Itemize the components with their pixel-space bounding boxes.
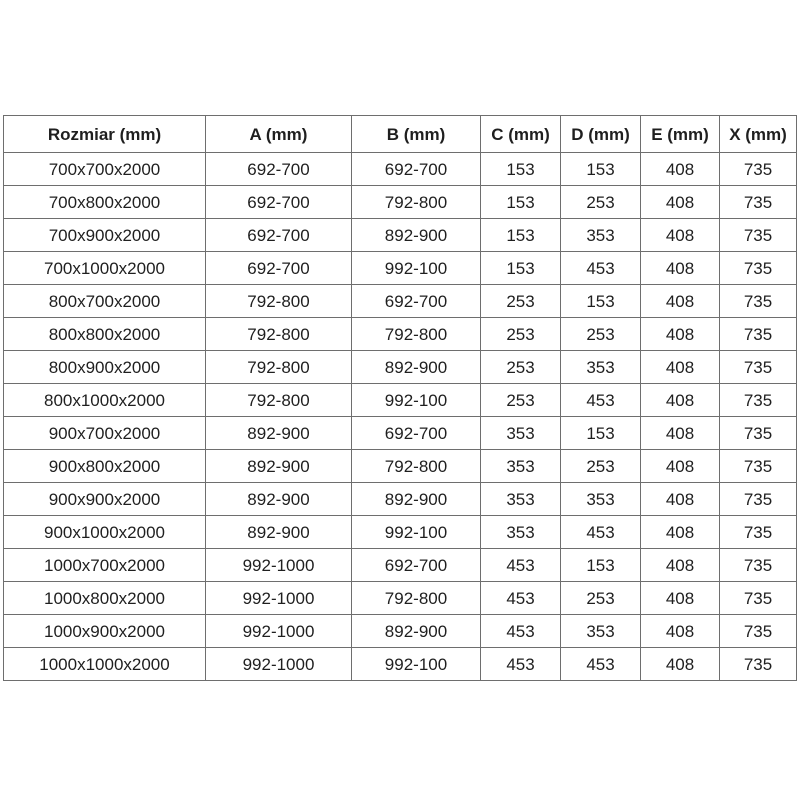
table-cell: 735 bbox=[720, 318, 797, 351]
table-cell: 408 bbox=[641, 351, 720, 384]
table-cell: 153 bbox=[561, 417, 641, 450]
table-cell: 992-1000 bbox=[206, 582, 352, 615]
table-cell: 408 bbox=[641, 285, 720, 318]
column-header: D (mm) bbox=[561, 116, 641, 153]
table-cell: 408 bbox=[641, 219, 720, 252]
table-cell: 892-900 bbox=[352, 351, 481, 384]
table-row bbox=[4, 417, 797, 450]
table-cell: 735 bbox=[720, 483, 797, 516]
table-cell: 692-700 bbox=[206, 252, 352, 285]
table-cell: 692-700 bbox=[206, 153, 352, 186]
column-header: Rozmiar (mm) bbox=[4, 116, 206, 153]
table-cell: 153 bbox=[481, 186, 561, 219]
table-cell: 353 bbox=[561, 615, 641, 648]
table-cell: 792-800 bbox=[352, 186, 481, 219]
table-row bbox=[4, 318, 797, 351]
table-cell: 408 bbox=[641, 252, 720, 285]
table-row bbox=[4, 483, 797, 516]
table-cell: 353 bbox=[561, 351, 641, 384]
table-cell: 253 bbox=[481, 351, 561, 384]
table-cell: 408 bbox=[641, 615, 720, 648]
table-cell: 792-800 bbox=[352, 582, 481, 615]
table-header-row bbox=[4, 116, 797, 153]
table-cell: 153 bbox=[561, 549, 641, 582]
column-header: A (mm) bbox=[206, 116, 352, 153]
table-cell: 253 bbox=[481, 318, 561, 351]
table-cell: 408 bbox=[641, 450, 720, 483]
column-header: C (mm) bbox=[481, 116, 561, 153]
table-row bbox=[4, 186, 797, 219]
table-cell: 900x900x2000 bbox=[4, 483, 206, 516]
table-cell: 253 bbox=[561, 450, 641, 483]
table-cell: 800x700x2000 bbox=[4, 285, 206, 318]
table-cell: 892-900 bbox=[206, 516, 352, 549]
table-cell: 453 bbox=[481, 582, 561, 615]
table-cell: 408 bbox=[641, 549, 720, 582]
table-cell: 992-1000 bbox=[206, 615, 352, 648]
table-cell: 892-900 bbox=[206, 450, 352, 483]
table-cell: 992-1000 bbox=[206, 549, 352, 582]
table-cell: 792-800 bbox=[206, 384, 352, 417]
table-cell: 735 bbox=[720, 615, 797, 648]
table-cell: 735 bbox=[720, 516, 797, 549]
table-cell: 735 bbox=[720, 186, 797, 219]
table-cell: 408 bbox=[641, 483, 720, 516]
table-cell: 408 bbox=[641, 153, 720, 186]
table-cell: 153 bbox=[561, 285, 641, 318]
table-cell: 408 bbox=[641, 417, 720, 450]
table-row bbox=[4, 615, 797, 648]
table-cell: 792-800 bbox=[352, 450, 481, 483]
table-cell: 800x800x2000 bbox=[4, 318, 206, 351]
table-row bbox=[4, 252, 797, 285]
table-row bbox=[4, 648, 797, 681]
column-header: X (mm) bbox=[720, 116, 797, 153]
table-cell: 692-700 bbox=[206, 186, 352, 219]
table-cell: 992-100 bbox=[352, 384, 481, 417]
column-header: B (mm) bbox=[352, 116, 481, 153]
table-cell: 453 bbox=[561, 384, 641, 417]
table-cell: 735 bbox=[720, 252, 797, 285]
table-row bbox=[4, 219, 797, 252]
table-cell: 408 bbox=[641, 582, 720, 615]
table-cell: 992-100 bbox=[352, 252, 481, 285]
table-cell: 353 bbox=[481, 417, 561, 450]
table-cell: 692-700 bbox=[352, 285, 481, 318]
table-cell: 253 bbox=[481, 285, 561, 318]
table-cell: 892-900 bbox=[352, 219, 481, 252]
column-header: E (mm) bbox=[641, 116, 720, 153]
table-cell: 792-800 bbox=[206, 318, 352, 351]
table-cell: 992-100 bbox=[352, 516, 481, 549]
table-cell: 408 bbox=[641, 186, 720, 219]
table-cell: 1000x700x2000 bbox=[4, 549, 206, 582]
table-cell: 735 bbox=[720, 351, 797, 384]
table-cell: 900x1000x2000 bbox=[4, 516, 206, 549]
table-cell: 735 bbox=[720, 549, 797, 582]
table-cell: 453 bbox=[481, 549, 561, 582]
table-cell: 700x1000x2000 bbox=[4, 252, 206, 285]
table-row bbox=[4, 516, 797, 549]
table-cell: 253 bbox=[561, 582, 641, 615]
table-cell: 408 bbox=[641, 384, 720, 417]
table-cell: 900x700x2000 bbox=[4, 417, 206, 450]
table-cell: 735 bbox=[720, 450, 797, 483]
table-cell: 453 bbox=[561, 252, 641, 285]
table-cell: 253 bbox=[561, 186, 641, 219]
table-cell: 735 bbox=[720, 153, 797, 186]
table-cell: 700x700x2000 bbox=[4, 153, 206, 186]
table-cell: 153 bbox=[481, 219, 561, 252]
table-cell: 408 bbox=[641, 648, 720, 681]
table-row bbox=[4, 582, 797, 615]
table-row bbox=[4, 351, 797, 384]
table-cell: 800x1000x2000 bbox=[4, 384, 206, 417]
table-cell: 692-700 bbox=[352, 549, 481, 582]
table-cell: 353 bbox=[561, 219, 641, 252]
table-row bbox=[4, 384, 797, 417]
table-cell: 735 bbox=[720, 285, 797, 318]
table-cell: 700x800x2000 bbox=[4, 186, 206, 219]
table-cell: 792-800 bbox=[352, 318, 481, 351]
table-row bbox=[4, 450, 797, 483]
table-cell: 892-900 bbox=[206, 483, 352, 516]
table-cell: 692-700 bbox=[206, 219, 352, 252]
table-cell: 992-1000 bbox=[206, 648, 352, 681]
table-cell: 453 bbox=[481, 648, 561, 681]
size-spec-table bbox=[3, 115, 797, 681]
table-cell: 1000x1000x2000 bbox=[4, 648, 206, 681]
table-row bbox=[4, 153, 797, 186]
table-cell: 453 bbox=[481, 615, 561, 648]
table-cell: 792-800 bbox=[206, 285, 352, 318]
table-cell: 892-900 bbox=[352, 483, 481, 516]
table-cell: 1000x900x2000 bbox=[4, 615, 206, 648]
table-row bbox=[4, 285, 797, 318]
table-cell: 992-100 bbox=[352, 648, 481, 681]
table-cell: 408 bbox=[641, 318, 720, 351]
table-cell: 453 bbox=[561, 516, 641, 549]
table-cell: 892-900 bbox=[352, 615, 481, 648]
table-cell: 692-700 bbox=[352, 417, 481, 450]
table-cell: 153 bbox=[481, 252, 561, 285]
table-cell: 735 bbox=[720, 582, 797, 615]
table-cell: 153 bbox=[561, 153, 641, 186]
table-cell: 735 bbox=[720, 417, 797, 450]
table-cell: 800x900x2000 bbox=[4, 351, 206, 384]
table-cell: 892-900 bbox=[206, 417, 352, 450]
table-cell: 692-700 bbox=[352, 153, 481, 186]
table-cell: 253 bbox=[561, 318, 641, 351]
table-cell: 408 bbox=[641, 516, 720, 549]
table-cell: 253 bbox=[481, 384, 561, 417]
table-cell: 900x800x2000 bbox=[4, 450, 206, 483]
table-cell: 353 bbox=[481, 516, 561, 549]
table-cell: 1000x800x2000 bbox=[4, 582, 206, 615]
table-cell: 353 bbox=[481, 450, 561, 483]
table-cell: 735 bbox=[720, 219, 797, 252]
table-cell: 453 bbox=[561, 648, 641, 681]
table-cell: 735 bbox=[720, 384, 797, 417]
table-cell: 353 bbox=[561, 483, 641, 516]
table-cell: 153 bbox=[481, 153, 561, 186]
table-row bbox=[4, 549, 797, 582]
table-cell: 735 bbox=[720, 648, 797, 681]
table-cell: 792-800 bbox=[206, 351, 352, 384]
table-cell: 353 bbox=[481, 483, 561, 516]
table-cell: 700x900x2000 bbox=[4, 219, 206, 252]
